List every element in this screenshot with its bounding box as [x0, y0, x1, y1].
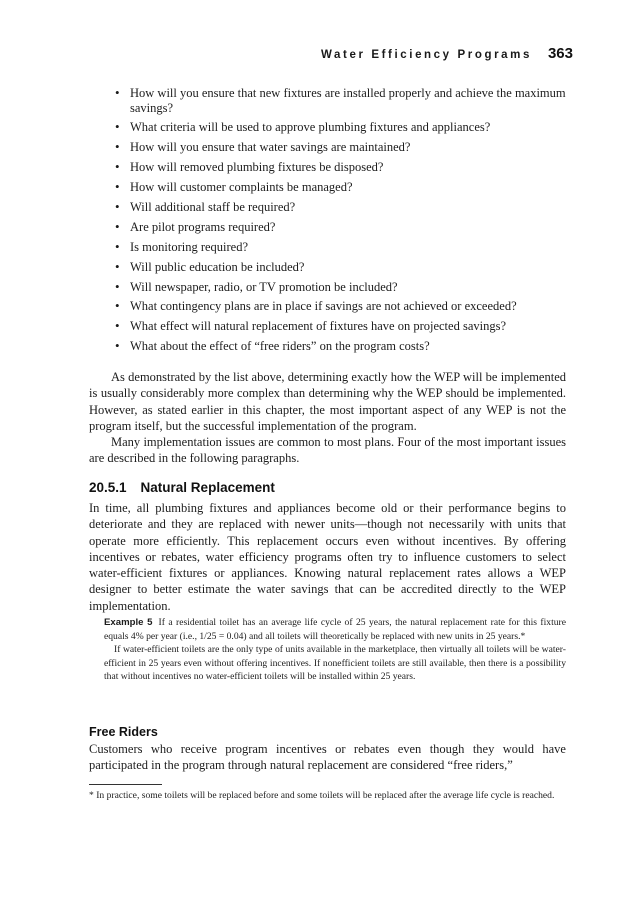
body-text-natural-replacement — [89, 500, 566, 614]
example-text: If a residential toilet has an average life cycle of 25 years, the natural replacement rate for this fixture equals 4% per year (i.e., 1/25 = 0.04) and all toilets will theoretically be replaced with new units in 25 years.* — [104, 617, 566, 642]
section-heading — [89, 480, 275, 495]
list-item: • How will customer complaints be managed? — [113, 180, 575, 195]
list-item: • What effect will natural replacement of fixtures have on projected savings? — [113, 319, 575, 334]
paragraph-natural-replacement: In time, all plumbing fixtures and appliances become old or their performance begins to deteriorate and they are replaced with newer units—though not necessarily with units that operate more efficiently. This replacement occurs even without incentives. By offering incentives or rebates, water efficiency programs often try to influence customers to select water-efficient fixtures or appliances. Knowing natural replacement rates allows a WEP designer to better estimate the water savings that can be accredited directly to the WEP implementation. — [89, 501, 566, 613]
running-header — [321, 45, 573, 62]
list-item: • Will public education be included? — [113, 260, 575, 275]
section-title: Natural Replacement — [140, 480, 275, 495]
paragraph-issues: Many implementation issues are common to most plans. Four of the most important issues are described in the following paragraphs. — [89, 435, 566, 466]
section-number: 20.5.1 — [89, 480, 127, 495]
footnote: * In practice, some toilets will be replaced before and some toilets will be replaced after the average life cycle is reached. — [89, 790, 555, 801]
list-item: • Is monitoring required? — [113, 240, 575, 255]
running-title: Water Efficiency Programs — [321, 49, 532, 61]
list-item: • How will removed plumbing fixtures be disposed? — [113, 160, 575, 175]
page-number: 363 — [547, 45, 573, 62]
example-box — [104, 616, 566, 684]
list-item: • How will you ensure that new fixtures are installed properly and achieve the maximum savings? — [113, 86, 575, 115]
example-label: Example 5 — [104, 617, 153, 628]
example-text-continued: If water-efficient toilets are the only type of units available in the marketplace, then virtually all toilets will be water-efficient in 25 years even without offering incentives. If nonefficient toilets are still available, then there is a possibility that without incentives no water-efficient toilets will be installed within 25 years. — [104, 644, 566, 683]
list-item: • What criteria will be used to approve plumbing fixtures and appliances? — [113, 120, 575, 135]
body-text-intro — [89, 369, 566, 467]
list-item: • What about the effect of “free riders” on the program costs? — [113, 339, 575, 354]
list-item: • What contingency plans are in place if savings are not achieved or exceeded? — [113, 299, 575, 314]
list-item: • How will you ensure that water savings are maintained? — [113, 140, 575, 155]
footnote-divider — [89, 784, 162, 785]
paragraph-free-riders: Customers who receive program incentives or rebates even though they would have participated in the program through natural replacement are considered “free riders,” — [89, 742, 566, 773]
subsection-heading: Free Riders — [89, 725, 158, 739]
paragraph-implementation: As demonstrated by the list above, determining exactly how the WEP will be implemented is usually considerably more complex than determining why the WEP should be implemented. However, as stated earlier in this chapter, the most important aspect of any WEP is not the program itself, but the successful implementation of the program. — [89, 370, 566, 433]
list-item: • Are pilot programs required? — [113, 220, 575, 235]
list-item: • Will newspaper, radio, or TV promotion be included? — [113, 280, 575, 295]
list-item: • Will additional staff be required? — [113, 200, 575, 215]
question-list — [113, 86, 575, 359]
body-text-free-riders — [89, 741, 566, 774]
